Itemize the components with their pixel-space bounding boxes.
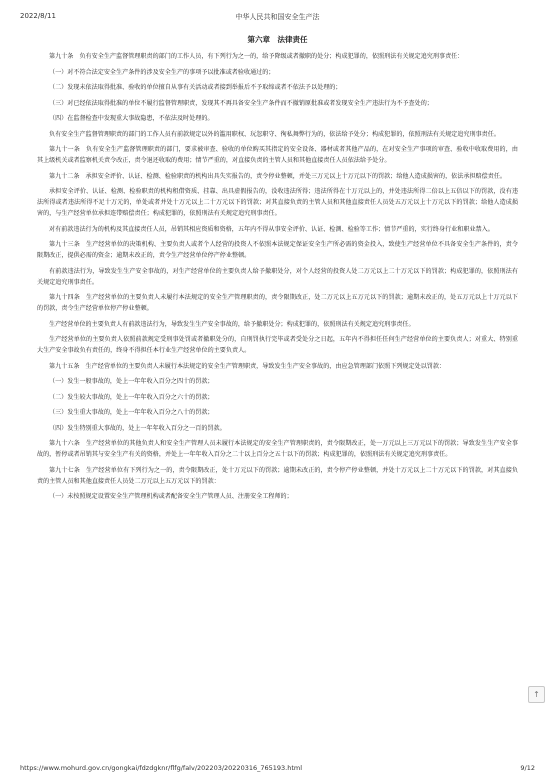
page-url: https://www.mohurd.gov.cn/gongkai/fdzdgknr/flfg/falv/202203/20220316_765193.html — [20, 764, 303, 772]
paragraph: 第九十七条 生产经营单位有下列行为之一的，责令限期改正，处十万元以下的罚款；逾期未改正的，责令停产停业整顿，并处十万元以上二十万元以下的罚款，对其直接负责的主管人员和其他直接责任人员处二万元以上五万元以下的罚款： — [37, 466, 518, 485]
paragraph: 生产经营单位的主要负责人有前款违法行为，导致发生生产安全事故的，给予撤职处分；构成犯罪的，依照刑法有关规定追究刑事责任。 — [49, 320, 415, 328]
chapter-heading: 第六章 法律责任 — [247, 35, 308, 44]
paragraph: 承担安全评价、认证、检测、检验职责的机构租借资质、挂靠、出具虚假报告的，没收违法所得；违法所得在十万元以上的，并处违法所得二倍以上五倍以下的罚款，没有违法所得或者违法所得不足十万元的，单处或者并处十万元以上二十万元以下的罚款；对其直接负责的主管人员和其他直接责任人员处五万元以上十万元以下的罚款；给他人造成损害的，与生产经营单位承担连带赔偿责任；构成犯罪的，依照刑法有关规定追究刑事责任。 — [37, 188, 518, 217]
list-item: （一）对不符合法定安全生产条件的涉及安全生产的事项予以批准或者验收通过的； — [49, 68, 275, 76]
list-item: （四）发生特别重大事故的，处上一年年收入百分之一百的罚款。 — [49, 424, 226, 432]
paragraph: 对有前款违法行为的机构及其直接责任人员，吊销其相应资质和资格，五年内不得从事安全评价、认证、检测、检验等工作；情节严重的，实行终身行业和职业禁入。 — [49, 225, 494, 233]
paragraph: 第九十条 负有安全生产监督管理职责的部门的工作人员，有下列行为之一的，给予降级或者撤职的处分；构成犯罪的，依照刑法有关规定追究刑事责任： — [49, 53, 464, 60]
paragraph: 第九十一条 负有安全生产监督管理职责的部门，要求被审查、验收的单位购买其指定的安全设备、器材或者其他产品的，在对安全生产事项的审查、验收中收取费用的，由其上级机关或者监察机关责令改正，责令退还收取的费用；情节严重的，对直接负责的主管人员和其他直接责任人员依法给予处分。 — [37, 146, 518, 164]
back-to-top-icon: ↑ — [533, 690, 540, 699]
list-item: （三）发生重大事故的，处上一年年收入百分之八十的罚款； — [49, 409, 214, 416]
paragraph-list — [37, 51, 518, 502]
list-item: （四）在监督检查中发现重大事故隐患，不依法及时处理的。 — [49, 115, 214, 122]
list-item: （二）发现未依法取得批准、验收的单位擅自从事有关活动或者接到举报后不予取缔或者不依法予以处理的； — [49, 84, 342, 91]
print-date: 2022/8/11 — [20, 12, 56, 20]
list-item: （一）未按照规定设置安全生产管理机构或者配备安全生产管理人员、注册安全工程师的； — [49, 493, 293, 500]
paragraph: 有前款违法行为，导致发生生产安全事故的，对生产经营单位的主要负责人给予撤职处分，对个人经营的投资人处二万元以上二十万元以下的罚款；构成犯罪的，依照刑法有关规定追究刑事责任。 — [37, 267, 518, 286]
paragraph: 第九十四条 生产经营单位的主要负责人未履行本法规定的安全生产管理职责的，责令限期改正，处二万元以上五万元以下的罚款；逾期未改正的，处五万元以上十万元以下的罚款，责令生产经营单位停产停业整顿。 — [37, 294, 518, 312]
document-title: 中华人民共和国安全生产法 — [235, 13, 320, 21]
paragraph: 第九十六条 生产经营单位的其他负责人和安全生产管理人员未履行本法规定的安全生产管理职责的，责令限期改正，处一万元以上三万元以下的罚款；导致发生生产安全事故的，暂停或者吊销其与安全生产有关的资格，并处上一年年收入百分之二十以上百分之五十以下的罚款；构成犯罪的，依照刑法有关规定追究刑事责任。 — [37, 440, 518, 458]
paragraph: 生产经营单位的主要负责人依照前款规定受刑事处罚或者撤职处分的，自刑罚执行完毕或者受处分之日起，五年内不得担任任何生产经营单位的主要负责人；对重大、特别重大生产安全事故负有责任的，终身不得担任本行业生产经营单位的主要负责人。 — [37, 336, 518, 354]
list-item: （三）对已经依法取得批准的单位不履行监督管理职责，发现其不再具备安全生产条件而不撤销原批准或者发现安全生产违法行为不予查处的； — [49, 99, 433, 107]
page-number: 9/12 — [520, 764, 535, 772]
paragraph: 第九十二条 承担安全评价、认证、检测、检验职责的机构出具失实报告的，责令停业整顿，并处三万元以上十万元以下的罚款；给他人造成损害的，依法承担赔偿责任。 — [49, 172, 507, 180]
paragraph: 第九十三条 生产经营单位的决策机构、主要负责人或者个人经营的投资人不依照本法规定保证安全生产所必需的资金投入，致使生产经营单位不具备安全生产条件的，责令限期改正，提供必需的资金；逾期未改正的，责令生产经营单位停产停业整顿。 — [37, 241, 518, 259]
paragraph: 负有安全生产监督管理职责的部门的工作人员有前款规定以外的滥用职权、玩忽职守、徇私舞弊行为的，依法给予处分；构成犯罪的，依照刑法有关规定追究刑事责任。 — [49, 130, 500, 138]
paragraph: 第九十五条 生产经营单位的主要负责人未履行本法规定的安全生产管理职责，导致发生生产安全事故的，由应急管理部门依照下列规定处以罚款： — [49, 362, 446, 370]
list-item: （一）发生一般事故的，处上一年年收入百分之四十的罚款； — [49, 378, 214, 385]
back-to-top-button[interactable] — [528, 686, 545, 703]
list-item: （二）发生较大事故的，处上一年年收入百分之六十的罚款； — [49, 393, 214, 401]
document-body — [37, 34, 518, 507]
